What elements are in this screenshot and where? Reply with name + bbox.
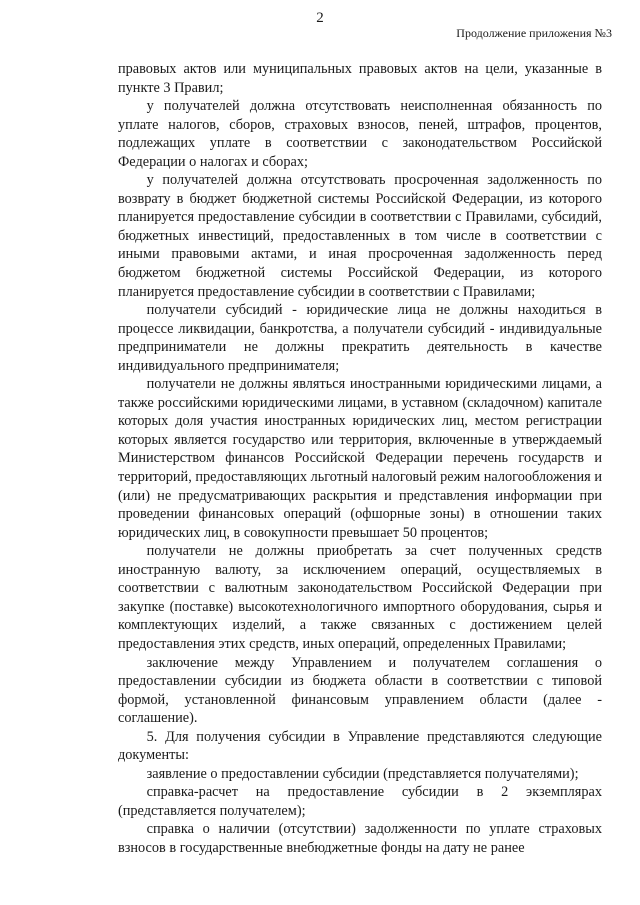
page-number: 2 bbox=[316, 10, 324, 26]
paragraph: у получателей должна отсутствовать неисполненная обязанность по уплате налогов, сборов, страховых взносов, пеней, штрафов, процентов, подлежащих уплате в соответствии с законодательством Российской Федерации о налогах и сборах; bbox=[118, 98, 602, 170]
paragraph: 5. Для получения субсидии в Управление представляются следующие документы: bbox=[118, 728, 602, 764]
document-body bbox=[118, 60, 602, 858]
paragraph: справка-расчет на предоставление субсидии в 2 экземплярах (представляется получателем); bbox=[118, 784, 602, 819]
paragraph: справка о наличии (отсутствии) задолженности по уплате страховых взносов в государственные внебюджетные фонды на дату не ранее bbox=[118, 821, 602, 856]
paragraph: получатели не должны приобретать за счет полученных средств иностранную валюту, за исключением операций, осуществляемых в соответствии с валютным законодательством Российской Федерации при закупке (поставке) высокотехнологичного импортного оборудования, сырья и комплектующих изделий, а также связанных с достижением целей предоставления этих средств, иных операций, определенных Правилами; bbox=[118, 543, 602, 652]
paragraph: получатели не должны являться иностранными юридическими лицами, а также российскими юридическими лицами, в уставном (складочном) капитале которых доля участия иностранных юридических лиц, местом регистрации которых является государство или территория, включенные в утверждаемый Министерством финансов Российской Федерации перечень государств и территорий, предоставляющих льготный налоговый режим налогообложения и (или) не предусматривающих раскрытия и представления информации при проведении финансовых операций (офшорные зоны) в отношении таких юридических лиц, в совокупности превышает 50 процентов; bbox=[118, 376, 602, 541]
paragraph: правовых актов или муниципальных правовых актов на цели, указанные в пункте 3 Правил; bbox=[118, 61, 602, 96]
continuation-header: Продолжение приложения №3 bbox=[456, 26, 612, 40]
paragraph: у получателей должна отсутствовать просроченная задолженность по возврату в бюджет бюджетной системы Российской Федерации, из которого планируется предоставление субсидии в соответствии с Правилами, субсидий, бюджетных инвестиций, предоставленных в том числе в соответствии с иными правовыми актами, и иная просроченная задолженность перед бюджетом бюджетной системы Российской Федерации, из которого планируется предоставление субсидии в соответствии с Правилами; bbox=[118, 172, 602, 300]
paragraph: заявление о предоставлении субсидии (представляется получателями); bbox=[146, 765, 579, 782]
paragraph: заключение между Управлением и получателем соглашения о предоставлении субсидии из бюджета области в соответствии с типовой формой, установленной финансовым управлением области (далее - соглашение). bbox=[118, 654, 602, 727]
paragraph: получатели субсидий - юридические лица не должны находиться в процессе ликвидации, банкротства, а получатели субсидий - индивидуальные предприниматели не должны прекратить деятельность в качестве индивидуального предпринимателя; bbox=[118, 302, 602, 374]
